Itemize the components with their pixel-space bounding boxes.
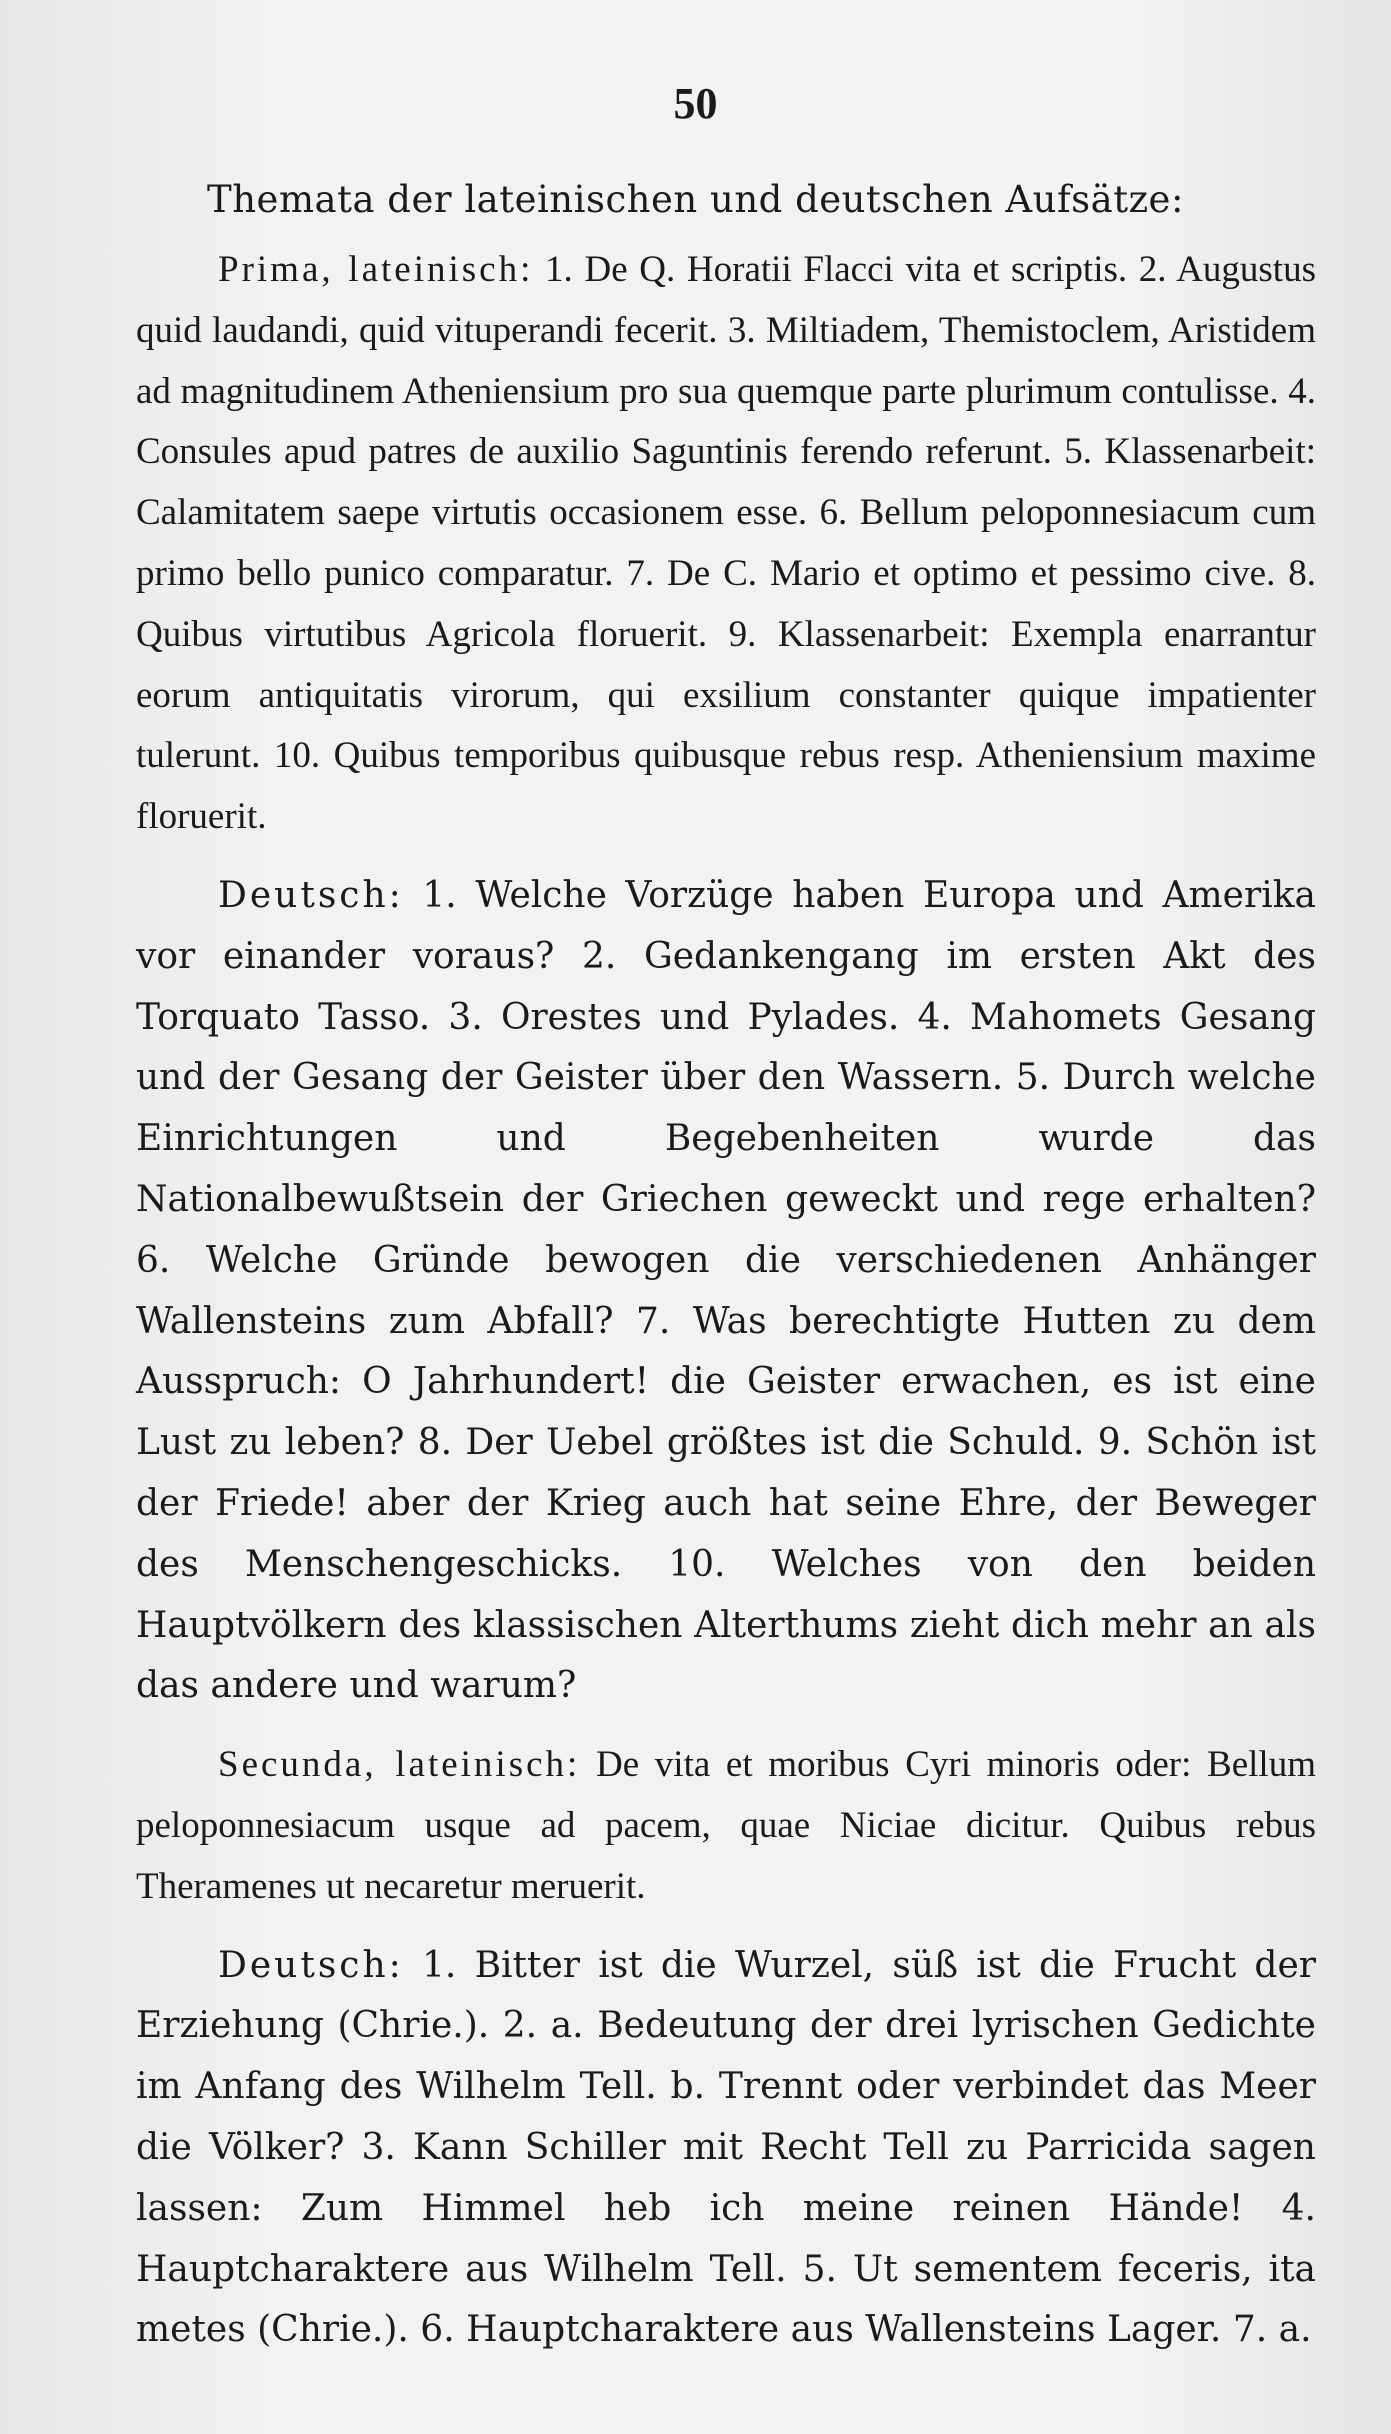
paragraph-secunda-deutsch: [136, 1936, 1316, 2362]
paragraph-secunda-latein: [136, 1735, 1316, 1917]
section-text-secunda-latein: De vita et moribus Cyri minoris oder: Bellum peloponnesiacum usque ad pacem, quae Niciae dicitur. Quibus rebus Theramenes ut necaretur meruerit.: [136, 1744, 1316, 1907]
page-heading: Themata der lateinischen und deutschen Aufsätze:: [207, 178, 1184, 221]
paragraph-prima-latein: [136, 240, 1316, 848]
paragraph-prima-deutsch: [136, 866, 1316, 1717]
section-text-secunda-deutsch: 1. Bitter ist die Wurzel, süß ist die Frucht der Erziehung (Chrie.). 2. a. Bedeutung der drei lyrischen Gedichte im Anfang des Wilhelm Tell. b. Trennt oder verbindet das Meer die Völker? 3. Kann Schiller mit Recht Tell zu Parricida sagen lassen: Zum Himmel heb ich meine reinen Hände! 4. Hauptcharaktere aus Wilhelm Tell. 5. Ut sementem feceris, ita metes (Chrie.). 6. Hauptcharaktere aus Wallensteins Lager. 7. a.: [136, 1944, 1316, 2351]
section-text-prima-deutsch: 1. Welche Vorzüge haben Europa und Amerika vor einander voraus? 2. Gedankengang im ersten Akt des Torquato Tasso. 3. Orestes und Pylades. 4. Mahomets Gesang und der Gesang der Geister über den Wassern. 5. Durch welche Einrichtungen und Begebenheiten wurde das Nationalbewußtsein der Griechen geweckt und rege erhalten? 6. Welche Gründe bewogen die verschiedenen Anhänger Wallensteins zum Abfall? 7. Was berechtigte Hutten zu dem Ausspruch: O Jahrhundert! die Geister erwachen, es ist eine Lust zu leben? 8. Der Uebel größtes ist die Schuld. 9. Schön ist der Friede! aber der Krieg auch hat seine Ehre, der Beweger des Menschengeschicks. 10. Welches von den beiden Hauptvölkern des klassischen Alterthums zieht dich mehr an als das andere und warum?: [136, 874, 1316, 1707]
page-number: 50: [673, 79, 718, 128]
section-label-prima-latein: Prima, lateinisch:: [218, 249, 534, 290]
section-label-secunda-deutsch: Deutsch:: [218, 1944, 404, 1986]
section-text-prima-latein: 1. De Q. Horatii Flacci vita et scriptis. 2. Augustus quid laudandi, quid vituperandi fecerit. 3. Miltiadem, Themistoclem, Aristidem ad magnitudinem Atheniensium pro sua quemque parte plurimum contulisse. 4. Consules apud patres de auxilio Saguntinis ferendo referunt. 5. Klassenarbeit: Calamitatem saepe virtutis occasionem esse. 6. Bellum peloponnesiacum cum primo bello punico comparatur. 7. De C. Mario et optimo et pessimo cive. 8. Quibus virtutibus Agricola floruerit. 9. Klassenarbeit: Exempla enarrantur eorum antiquitatis virorum, qui exsilium constanter quique impatienter tulerunt. 10. Quibus temporibus quibusque rebus resp. Atheniensium maxime floruerit.: [136, 249, 1316, 838]
document-body: [136, 240, 1316, 2361]
section-label-prima-deutsch: Deutsch:: [218, 874, 404, 916]
section-label-secunda-latein: Secunda, lateinisch:: [218, 1744, 581, 1786]
